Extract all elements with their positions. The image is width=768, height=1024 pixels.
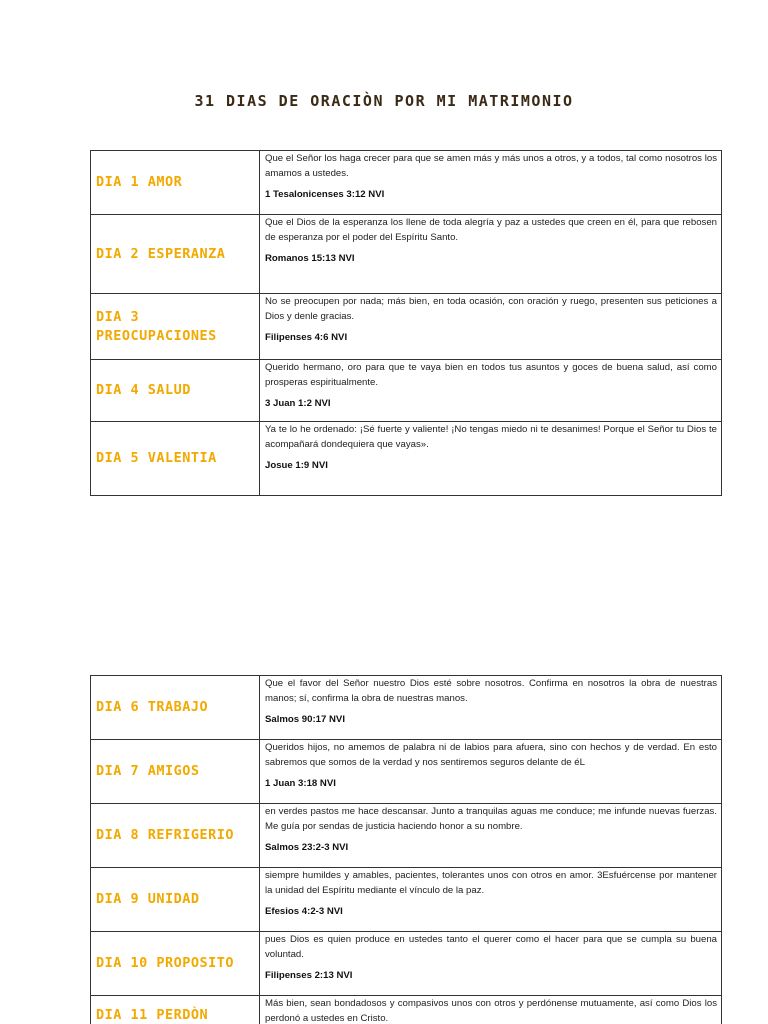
day-row — [91, 215, 722, 294]
verse-reference: 1 Juan 3:18 NVI — [265, 778, 336, 789]
day-row — [91, 740, 722, 804]
prayer-table-1 — [90, 150, 722, 496]
verse-reference: Josue 1:9 NVI — [265, 460, 328, 471]
day-label: DIA 10 PROPOSITO — [91, 932, 260, 996]
verse-text: Querido hermano, oro para que te vaya bien en todos tus asuntos y goces de buena salud, así como prosperas espiritualmente. — [265, 362, 717, 388]
verse-text: Que el favor del Señor nuestro Dios esté sobre nosotros. Confirma en nosotros la obra de nuestras manos; sí, confirma la obra de nuestras manos. — [265, 678, 717, 704]
verse-text: siempre humildes y amables, pacientes, tolerantes unos con otros en amor. 3Esfuércense por mantener la unidad del Espíritu mediante el vínculo de la paz. — [265, 870, 717, 896]
verse-text: No se preocupen por nada; más bien, en toda ocasión, con oración y ruego, presenten sus peticiones a Dios y denle gracias. — [265, 296, 717, 322]
verse-text: en verdes pastos me hace descansar. Junto a tranquilas aguas me conduce; me infunde nuevas fuerzas. Me guía por sendas de justicia haciendo honor a su nombre. — [265, 806, 717, 832]
day-label: DIA 7 AMIGOS — [91, 740, 260, 804]
verse-text: Ya te lo he ordenado: ¡Sé fuerte y valiente! ¡No tengas miedo ni te desanimes! Porque el Señor tu Dios te acompañará dondequiera que vayas». — [265, 424, 717, 450]
day-row — [91, 294, 722, 360]
day-row — [91, 360, 722, 422]
prayer-table-2 — [90, 675, 722, 1024]
verse-cell — [260, 294, 722, 360]
verse-text: Que el Señor los haga crecer para que se amen más y más unos a otros, y a todos, tal como nosotros los amamos a ustedes. — [265, 153, 717, 179]
day-label: DIA 4 SALUD — [91, 360, 260, 422]
page-title: 31 DIAS DE ORACIÒN POR MI MATRIMONIO — [194, 92, 574, 110]
day-label: DIA 9 UNIDAD — [91, 868, 260, 932]
verse-text: pues Dios es quien produce en ustedes tanto el querer como el hacer para que se cumpla su buena voluntad. — [265, 934, 717, 960]
verse-reference: Efesios 4:2-3 NVI — [265, 906, 343, 917]
verse-reference: Salmos 90:17 NVI — [265, 714, 345, 725]
day-row — [91, 676, 722, 740]
verse-text: Más bien, sean bondadosos y compasivos unos con otros y perdónense mutuamente, así como Dios los perdonó a ustedes en Cristo. — [265, 998, 717, 1024]
day-label: DIA 5 VALENTIA — [91, 422, 260, 496]
day-row — [91, 422, 722, 496]
verse-cell — [260, 996, 722, 1024]
verse-cell — [260, 676, 722, 740]
verse-cell — [260, 868, 722, 932]
verse-reference: 3 Juan 1:2 NVI — [265, 398, 331, 409]
verse-cell — [260, 215, 722, 294]
verse-cell — [260, 932, 722, 996]
verse-reference: Filipenses 2:13 NVI — [265, 970, 353, 981]
verse-text: Que el Dios de la esperanza los llene de toda alegría y paz a ustedes que creen en él, para que rebosen de esperanza por el poder del Espíritu Santo. — [265, 217, 717, 243]
verse-reference: 1 Tesalonicenses 3:12 NVI — [265, 189, 385, 200]
day-row — [91, 932, 722, 996]
day-label: DIA 2 ESPERANZA — [91, 215, 260, 294]
verse-cell — [260, 804, 722, 868]
day-row — [91, 151, 722, 215]
day-label: DIA 6 TRABAJO — [91, 676, 260, 740]
day-row — [91, 804, 722, 868]
day-label: DIA 11 PERDÒN — [91, 996, 260, 1024]
verse-cell — [260, 422, 722, 496]
verse-cell — [260, 360, 722, 422]
verse-cell — [260, 740, 722, 804]
day-label: DIA 8 REFRIGERIO — [91, 804, 260, 868]
verse-reference: Salmos 23:2-3 NVI — [265, 842, 349, 853]
day-row — [91, 996, 722, 1024]
verse-reference: Romanos 15:13 NVI — [265, 253, 355, 264]
verse-text: Queridos hijos, no amemos de palabra ni de labios para afuera, sino con hechos y de verdad. En esto sabremos que somos de la verdad y nos sentiremos seguros delante de éL — [265, 742, 717, 768]
day-row — [91, 868, 722, 932]
day-label: DIA 3 PREOCUPACIONES — [91, 294, 260, 360]
verse-reference: Filipenses 4:6 NVI — [265, 332, 348, 343]
verse-cell — [260, 151, 722, 215]
day-label: DIA 1 AMOR — [91, 151, 260, 215]
